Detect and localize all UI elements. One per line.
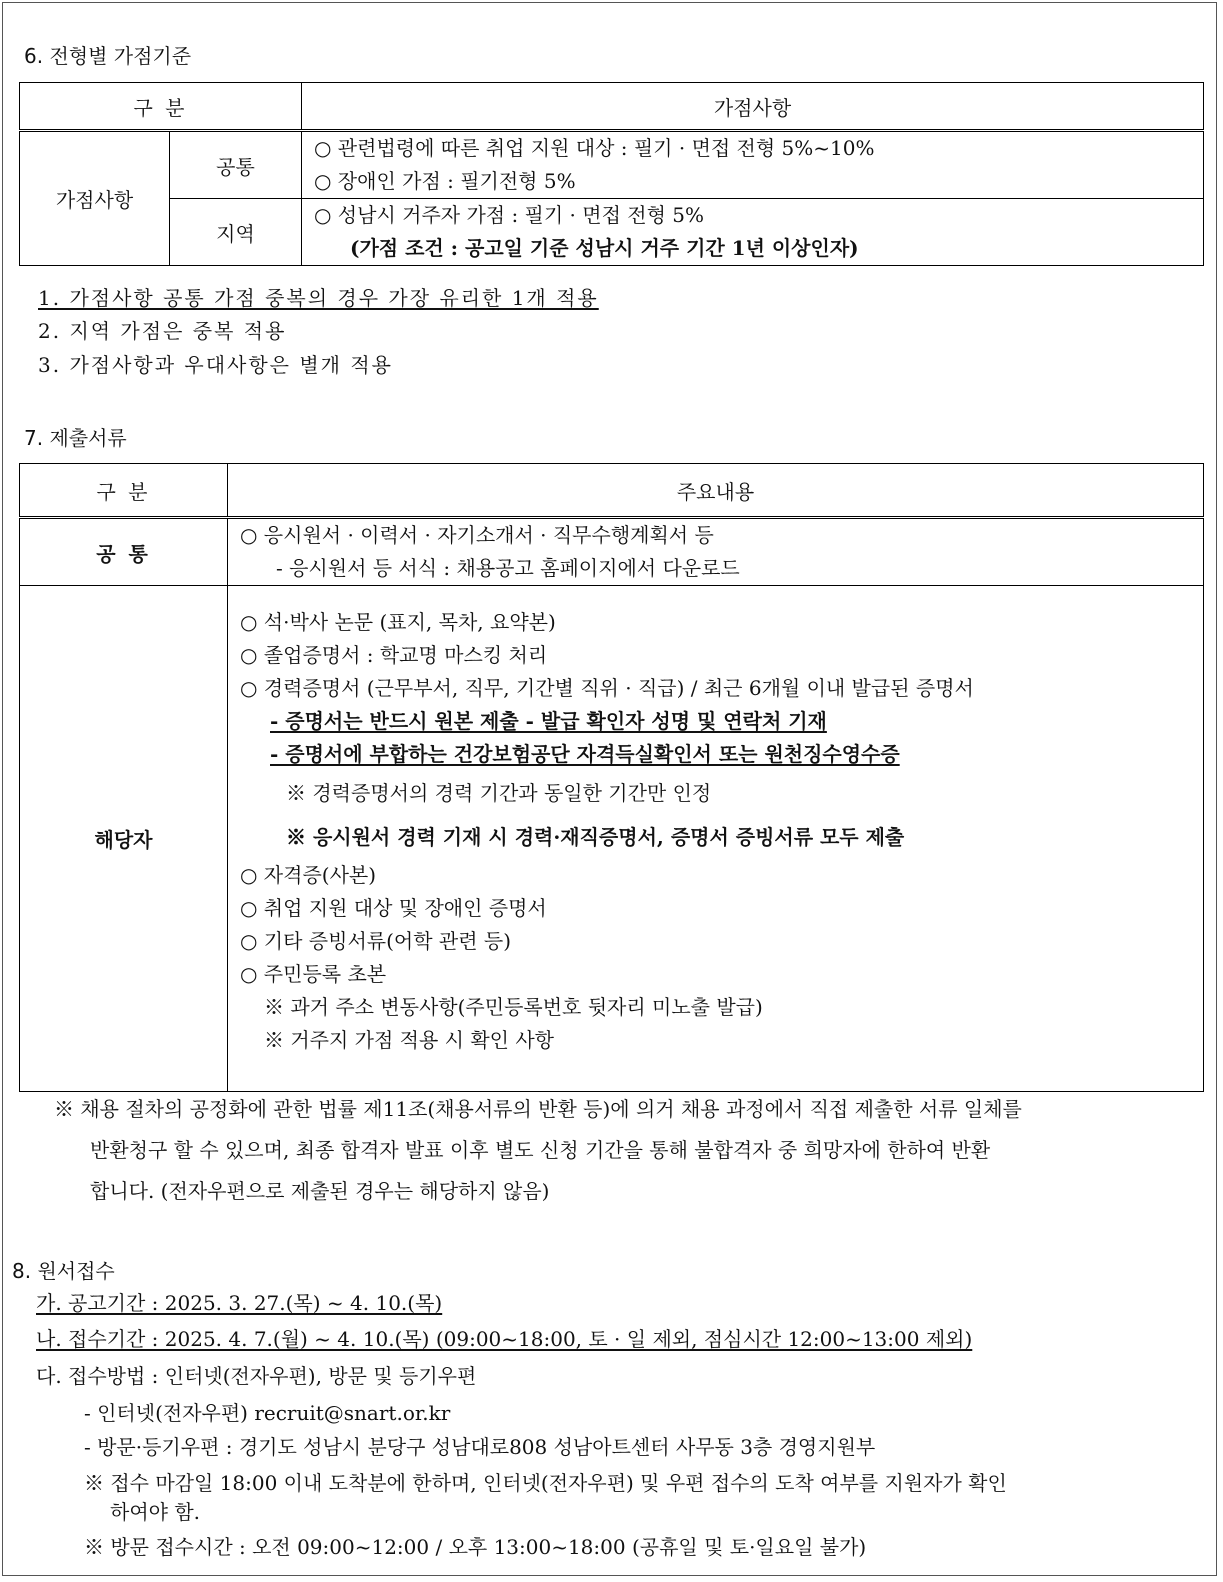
section7-footnote-2: 반환청구 할 수 있으며, 최종 합격자 발표 이후 별도 신청 기간을 통해 불합격자 중 희망자에 한하여 반환	[90, 1138, 991, 1162]
application-period: 나. 접수기간 : 2025. 4. 7.(월) ~ 4. 10.(목) (09:00~18:00, 토 · 일 제외, 점심시간 12:00~13:00 제외)	[36, 1327, 973, 1351]
section7-footnote-1: ※ 채용 절차의 공정화에 관한 법률 제11조(채용서류의 반환 등)에 의거 채용 과정에서 직접 제출한 서류 일체를	[54, 1097, 1022, 1121]
table6-row-label: 가점사항	[20, 131, 170, 266]
doc-subitem-original: - 증명서는 반드시 원본 제출 - 발급 확인자 성명 및 연락처 기재	[270, 709, 827, 733]
table6-region-content	[302, 199, 1204, 266]
doc-note: ※ 과거 주소 변동사항(주민등록번호 뒷자리 미노출 발급)	[264, 995, 763, 1019]
doc-item: ○ 경력증명서 (근무부서, 직무, 기간별 직위 · 직급) / 최근 6개월 이내 발급된 증명서	[240, 676, 974, 700]
documents-table	[19, 463, 1204, 1092]
section6-note-2: 2. 지역 가점은 중복 적용	[38, 319, 287, 343]
table6-common-label: 공통	[170, 131, 302, 199]
section7-footnote-3: 합니다. (전자우편으로 제출된 경우는 해당하지 않음)	[90, 1179, 550, 1203]
visit-hours-note: ※ 방문 접수시간 : 오전 09:00~12:00 / 오후 13:00~18:00 (공휴일 및 토·일요일 불가)	[84, 1535, 867, 1559]
posting-period: 가. 공고기간 : 2025. 3. 27.(목) ~ 4. 10.(목)	[36, 1291, 443, 1315]
doc-item: ○ 기타 증빙서류(어학 관련 등)	[240, 929, 512, 953]
table7-common-label: 공 통	[20, 518, 228, 586]
doc-note: ※ 경력증명서의 경력 기간과 동일한 기간만 인정	[286, 781, 712, 805]
deadline-note-2: 하여야 함.	[110, 1500, 200, 1524]
common-bonus-line: ○ 관련법령에 따른 취업 지원 대상 : 필기 · 면접 전형 5%~10%	[314, 136, 875, 160]
table6-common-content	[302, 131, 1204, 199]
common-doc-line: ○ 응시원서 · 이력서 · 자기소개서 · 직무수행계획서 등	[240, 523, 714, 547]
table7-applicable-content	[228, 586, 1204, 1092]
doc-item: ○ 취업 지원 대상 및 장애인 증명서	[240, 896, 547, 920]
table7-header-content: 주요내용	[228, 464, 1204, 518]
table6-header-bonus: 가점사항	[302, 83, 1204, 131]
doc-subitem-insurance: - 증명서에 부합하는 건강보험공단 자격득실확인서 또는 원천징수영수증	[270, 742, 900, 766]
doc-note-bold: ※ 응시원서 경력 기재 시 경력·재직증명서, 증명서 증빙서류 모두 제출	[286, 825, 905, 849]
method-visit-mail: - 방문·등기우편 : 경기도 성남시 분당구 성남대로808 성남아트센터 사무동 3층 경영지원부	[84, 1435, 876, 1459]
doc-item: ○ 주민등록 초본	[240, 962, 387, 986]
table6-region-label: 지역	[170, 199, 302, 266]
section6-note-1: 1. 가점사항 공통 가점 중복의 경우 가장 유리한 1개 적용	[38, 286, 599, 310]
doc-note: ※ 거주지 가점 적용 시 확인 사항	[264, 1028, 554, 1052]
section7-title: 7. 제출서류	[24, 426, 127, 450]
table7-applicable-label: 해당자	[20, 586, 228, 1092]
table7-common-content	[228, 518, 1204, 586]
common-bonus-line: ○ 장애인 가점 : 필기전형 5%	[314, 169, 576, 193]
table6-header-category: 구 분	[20, 83, 302, 131]
doc-item: ○ 졸업증명서 : 학교명 마스킹 처리	[240, 643, 548, 667]
region-bonus-condition: (가점 조건 : 공고일 기준 성남시 거주 기간 1년 이상인자)	[350, 236, 859, 260]
common-doc-subline: - 응시원서 등 서식 : 채용공고 홈페이지에서 다운로드	[276, 556, 740, 580]
region-bonus-line: ○ 성남시 거주자 가점 : 필기 · 면접 전형 5%	[314, 203, 704, 227]
method-email: - 인터넷(전자우편) recruit@snart.or.kr	[84, 1401, 451, 1425]
doc-item: ○ 석·박사 논문 (표지, 목차, 요약본)	[240, 610, 556, 634]
section6-note-3: 3. 가점사항과 우대사항은 별개 적용	[38, 353, 393, 377]
section6-title: 6. 전형별 가점기준	[24, 44, 192, 68]
deadline-note-1: ※ 접수 마감일 18:00 이내 도착분에 한하며, 인터넷(전자우편) 및 우편 접수의 도착 여부를 지원자가 확인	[84, 1471, 1007, 1495]
application-method: 다. 접수방법 : 인터넷(전자우편), 방문 및 등기우편	[36, 1364, 477, 1388]
table7-header-category: 구 분	[20, 464, 228, 518]
doc-item: ○ 자격증(사본)	[240, 863, 377, 887]
section8-title: 8. 원서접수	[12, 1259, 115, 1283]
bonus-criteria-table	[19, 82, 1204, 266]
